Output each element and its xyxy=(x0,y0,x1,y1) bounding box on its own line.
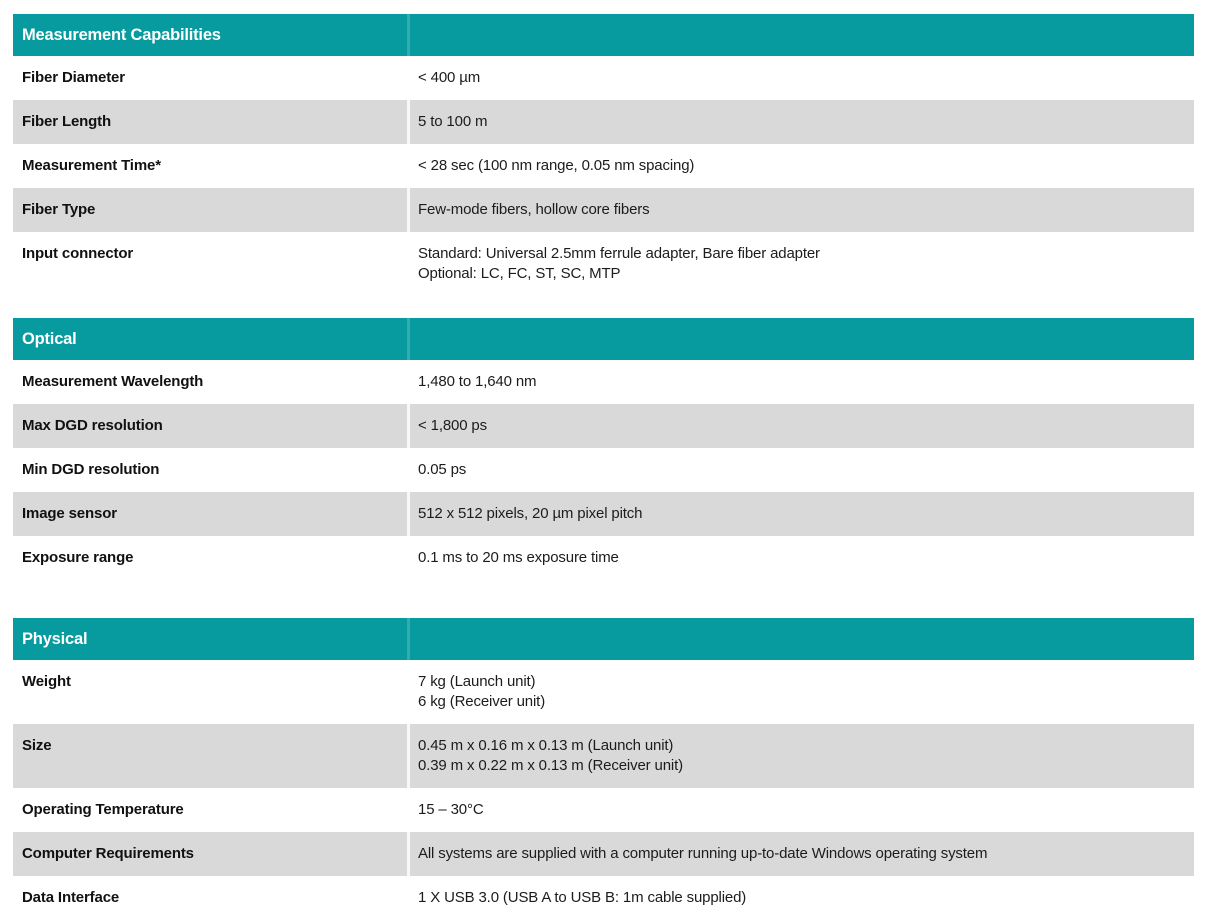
spec-value xyxy=(407,360,1194,404)
spec-row-input-connector xyxy=(13,232,1194,296)
spec-label: Measurement Time* xyxy=(22,157,161,174)
spec-row-exposure-range xyxy=(13,536,1194,580)
spec-label: Fiber Length xyxy=(22,113,112,130)
spec-label: Size xyxy=(22,737,52,754)
spec-row-measurement-wavelength xyxy=(13,360,1194,404)
value-line: 5 to 100 m xyxy=(418,113,488,130)
spec-value xyxy=(407,188,1194,232)
spec-label: Fiber Diameter xyxy=(22,69,125,86)
spec-row-size xyxy=(13,724,1194,788)
value-line: 0.39 m x 0.22 m x 0.13 m (Receiver unit) xyxy=(418,757,683,774)
section-header-measurement-capabilities xyxy=(13,14,1194,56)
spec-value xyxy=(407,660,1194,724)
section-measurement-capabilities xyxy=(13,14,1194,296)
spec-row-max-dgd-resolution xyxy=(13,404,1194,448)
spec-value xyxy=(407,876,1194,920)
section-title: Optical xyxy=(22,329,77,348)
spec-label: Input connector xyxy=(22,245,134,262)
spec-value xyxy=(407,832,1194,876)
value-line: < 400 µm xyxy=(418,69,481,86)
value-line: 512 x 512 pixels, 20 µm pixel pitch xyxy=(418,505,643,522)
spec-row-image-sensor xyxy=(13,492,1194,536)
section-physical xyxy=(13,618,1194,920)
section-optical xyxy=(13,318,1194,580)
section-header-optical xyxy=(13,318,1194,360)
value-line: 7 kg (Launch unit) xyxy=(418,673,536,690)
spec-label: Exposure range xyxy=(22,549,134,566)
spec-value xyxy=(407,56,1194,100)
spec-label: Operating Temperature xyxy=(22,801,184,818)
value-line: 15 – 30°C xyxy=(418,801,484,818)
spec-value xyxy=(407,100,1194,144)
value-line: 0.1 ms to 20 ms exposure time xyxy=(418,549,619,566)
spec-value xyxy=(407,492,1194,536)
spec-row-fiber-type xyxy=(13,188,1194,232)
value-line: Optional: LC, FC, ST, SC, MTP xyxy=(418,265,621,282)
spec-value xyxy=(407,232,1194,296)
spec-value xyxy=(407,536,1194,580)
spec-value xyxy=(407,144,1194,188)
section-title: Physical xyxy=(22,629,88,648)
spec-row-data-interface xyxy=(13,876,1194,920)
spec-label: Measurement Wavelength xyxy=(22,373,204,390)
section-header-physical xyxy=(13,618,1194,660)
spec-label: Max DGD resolution xyxy=(22,417,163,434)
spec-label: Image sensor xyxy=(22,505,117,522)
value-line: Standard: Universal 2.5mm ferrule adapter, Bare fiber adapter xyxy=(418,245,820,262)
spec-label: Min DGD resolution xyxy=(22,461,160,478)
spec-label: Data Interface xyxy=(22,889,120,906)
value-line: Few-mode fibers, hollow core fibers xyxy=(418,201,650,218)
spec-label: Fiber Type xyxy=(22,201,96,218)
spec-row-operating-temperature xyxy=(13,788,1194,832)
value-line: 1,480 to 1,640 nm xyxy=(418,373,537,390)
value-line: 1 X USB 3.0 (USB A to USB B: 1m cable supplied) xyxy=(418,889,747,906)
value-line: < 28 sec (100 nm range, 0.05 nm spacing) xyxy=(418,157,695,174)
spec-value xyxy=(407,404,1194,448)
value-line: < 1,800 ps xyxy=(418,417,487,434)
spec-row-fiber-length xyxy=(13,100,1194,144)
value-line: 0.45 m x 0.16 m x 0.13 m (Launch unit) xyxy=(418,737,674,754)
section-title: Measurement Capabilities xyxy=(22,25,221,44)
spec-label: Computer Requirements xyxy=(22,845,194,862)
spec-label: Weight xyxy=(22,673,71,690)
value-line: 6 kg (Receiver unit) xyxy=(418,693,546,710)
spec-row-fiber-diameter xyxy=(13,56,1194,100)
spec-value xyxy=(407,724,1194,788)
value-line: All systems are supplied with a computer running up-to-date Windows operating system xyxy=(418,845,988,862)
spec-row-measurement-time xyxy=(13,144,1194,188)
value-line: 0.05 ps xyxy=(418,461,467,478)
spec-value xyxy=(407,788,1194,832)
spec-row-weight xyxy=(13,660,1194,724)
spec-value xyxy=(407,448,1194,492)
spec-row-computer-requirements xyxy=(13,832,1194,876)
spec-row-min-dgd-resolution xyxy=(13,448,1194,492)
